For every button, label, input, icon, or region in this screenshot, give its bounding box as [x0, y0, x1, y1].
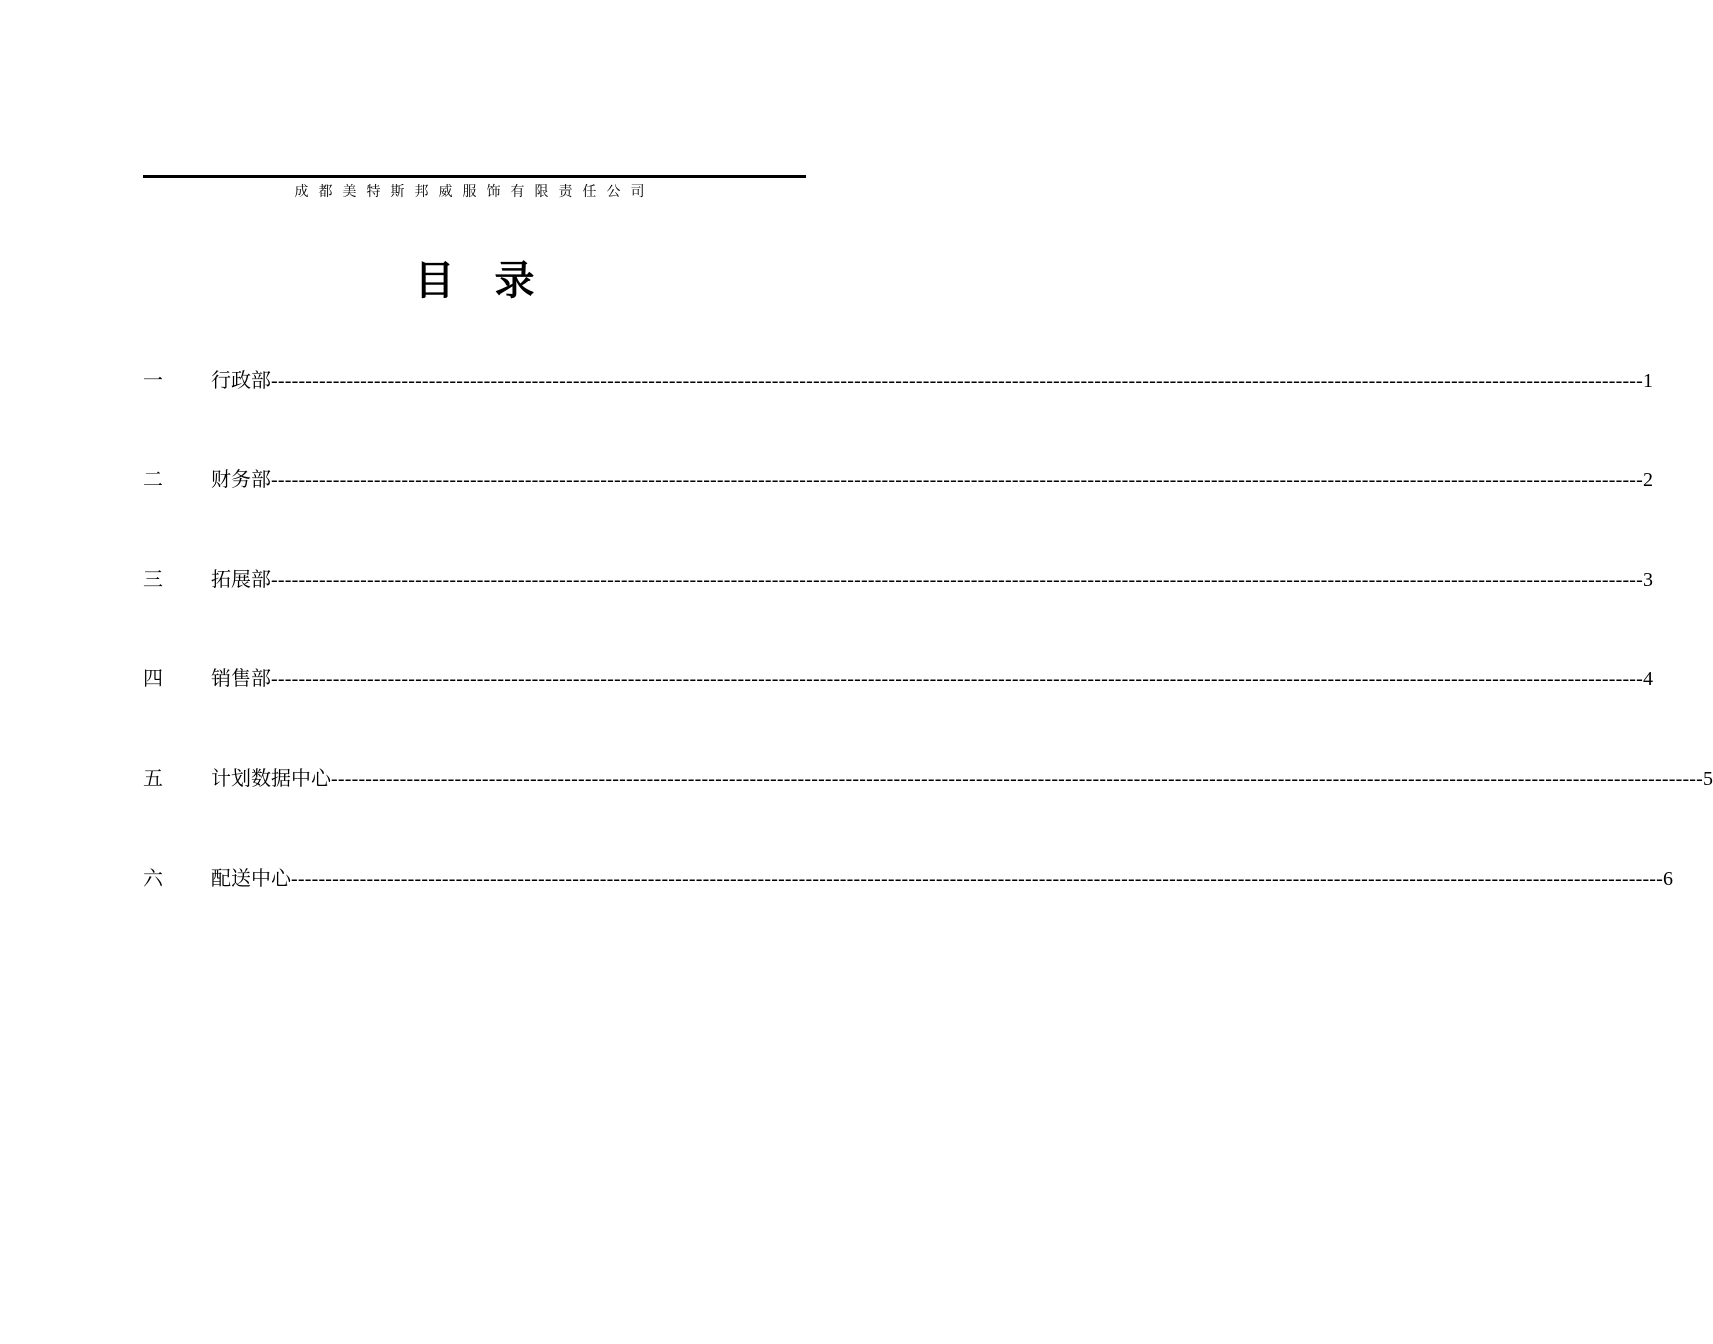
toc-entry-number: 六 — [143, 866, 163, 890]
toc-entry-page: 4 — [1643, 668, 1654, 690]
toc-entry-page: 1 — [1643, 370, 1654, 392]
toc-entry[interactable] — [143, 565, 1654, 593]
toc-entry[interactable] — [143, 864, 1674, 892]
header-rule — [143, 175, 806, 178]
company-name: 成都美特斯邦威服饰有限责任公司 — [294, 184, 655, 200]
toc-entry[interactable] — [143, 764, 1713, 792]
toc-dot-leader: -------------------------------------------------------------------------------------------------------------------------------------------------------------------------------------------------------- — [271, 370, 1644, 392]
toc-entry-number: 三 — [143, 567, 163, 591]
toc-entry-page: 5 — [1703, 768, 1713, 790]
toc-entry-page: 2 — [1643, 469, 1654, 491]
toc-entry-page: 3 — [1643, 569, 1654, 591]
toc-dot-leader: -------------------------------------------------------------------------------------------------------------------------------------------------------------------------------------------------------- — [271, 569, 1644, 591]
toc-dot-leader: -------------------------------------------------------------------------------------------------------------------------------------------------------------------------------------------------------- — [271, 469, 1644, 491]
toc-dot-leader: -------------------------------------------------------------------------------------------------------------------------------------------------------------------------------------------------------- — [291, 868, 1664, 890]
toc-entry-number: 二 — [143, 467, 163, 491]
toc-entry-number: 四 — [143, 666, 163, 690]
toc-dot-leader: -------------------------------------------------------------------------------------------------------------------------------------------------------------------------------------------------------- — [331, 768, 1704, 790]
toc-entry-page: 6 — [1663, 868, 1674, 890]
toc-entry-number: 五 — [143, 766, 163, 790]
toc-entry-label: 计划数据中心 — [211, 766, 331, 790]
toc-entry-label: 拓展部 — [211, 567, 271, 591]
toc-entry[interactable] — [143, 366, 1654, 394]
toc-entry-label: 行政部 — [211, 368, 271, 392]
toc-entry-label: 配送中心 — [211, 866, 291, 890]
document-title: 目 录 — [414, 257, 535, 304]
toc-dot-leader: -------------------------------------------------------------------------------------------------------------------------------------------------------------------------------------------------------- — [271, 668, 1644, 690]
toc-entry-label: 销售部 — [211, 666, 271, 690]
toc-entry-number: 一 — [143, 368, 163, 392]
toc-entry[interactable] — [143, 465, 1654, 493]
toc-entry-label: 财务部 — [211, 467, 271, 491]
toc-entry[interactable] — [143, 664, 1654, 692]
